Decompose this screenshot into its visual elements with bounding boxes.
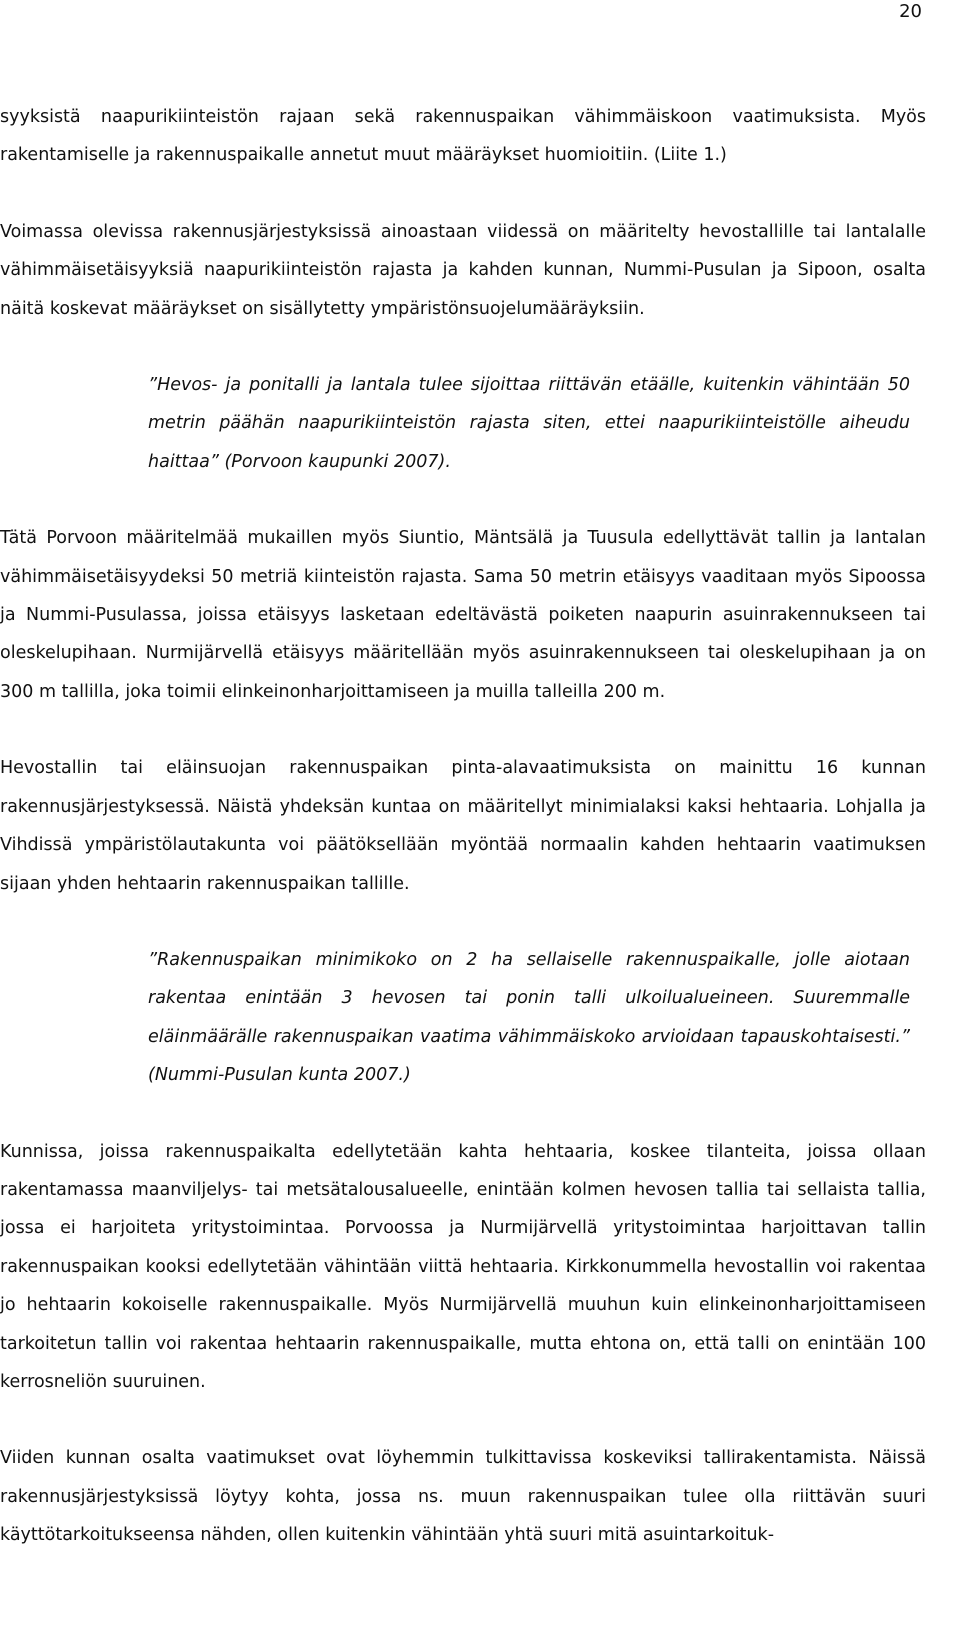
paragraph: Viiden kunnan osalta vaatimukset ovat löyhemmin tulkittavissa koskeviksi tallirakentamista. Näissä rakennusjärjestyksissä löytyy kohta, jossa ns. muun rakennuspaikan tulee olla riittävän suuri käyttötarkoitukseensa nähden, ollen kuitenkin vähintään yhtä suuri mitä asuintarkoituk- <box>0 1448 926 1546</box>
paragraph: Tätä Porvoon määritelmää mukaillen myös Siuntio, Mäntsälä ja Tuusula edellyttävät tallin ja lantalan vähimmäisetäisyydeksi 50 metriä kiinteistön rajasta. Sama 50 metrin etäisyys vaaditaan myös Sipoossa ja Nummi-Pusulassa, joissa etäisyys lasketaan edeltävästä poiketen naapurin asuinrakennukseen tai oleskelupihaan. Nurmijärvellä etäisyys määritellään myös asuinrakennukseen tai oleskelupihaan ja on 300 m tallilla, joka toimii elinkeinonharjoittamiseen ja muilla talleilla 200 m. <box>0 528 926 702</box>
paragraph: Voimassa olevissa rakennusjärjestyksissä ainoastaan viidessä on määritelty hevostallille tai lantalalle vähimmäisetäisyyksiä naapurikiinteistön rajasta ja kahden kunnan, Nummi-Pusulan ja Sipoon, osalta näitä koskevat määräykset on sisällytetty ympäristönsuojelumääräyksiin. <box>0 221 926 319</box>
block-quote: ”Rakennuspaikan minimikoko on 2 ha sellaiselle rakennuspaikalle, jolle aiotaan rakentaa enintään 3 hevosen tai ponin talli ulkoilualueineen. Suuremmalle eläinmäärälle rakennuspaikan vaatima vähimmäiskoko arvioidaan tapauskohtaisesti.” (Nummi-Pusulan kunta 2007.) <box>148 949 910 1086</box>
paragraph: syyksistä naapurikiinteistön rajaan sekä rakennuspaikan vähimmäiskoon vaatimuksista. Myös rakentamiselle ja rakennuspaikalle annetut muut määräykset huomioitiin. (Liite 1.) <box>0 107 926 166</box>
paragraph: Kunnissa, joissa rakennuspaikalta edellytetään kahta hehtaaria, koskee tilanteita, joissa ollaan rakentamassa maanviljelys- tai metsätalousalueelle, enintään kolmen hevosen tallia tai sellaista tallia, jossa ei harjoiteta yritystoimintaa. Porvoossa ja Nurmijärvellä yritystoimintaa harjoittavan tallin rakennuspaikan kooksi edellytetään vähintään viittä hehtaaria. Kirkkonummella hevostallin voi rakentaa jo hehtaarin kokoiselle rakennuspaikalle. Myös Nurmijärvellä muuhun kuin elinkeinonharjoittamiseen tarkoitetun tallin voi rakentaa hehtaarin rakennuspaikalle, mutta ehtona on, että talli on enintään 100 kerrosneliön suuruinen. <box>0 1141 926 1392</box>
paragraph: Hevostallin tai eläinsuojan rakennuspaikan pinta-alavaatimuksista on mainittu 16 kunnan rakennusjärjestyksessä. Näistä yhdeksän kuntaa on määritellyt minimialaksi kaksi hehtaaria. Lohjalla ja Vihdissä ympäristölautakunta voi päätöksellään myöntää normaalin kahden hehtaarin vaatimuksen sijaan yhden hehtaarin rakennuspaikan tallille. <box>0 758 926 894</box>
block-quote: ”Hevos- ja ponitalli ja lantala tulee sijoittaa riittävän etäälle, kuitenkin vähintään 50 metrin päähän naapurikiinteistön rajasta siten, ettei naapurikiinteistölle aiheudu haittaa” (Porvoon kaupunki 2007). <box>148 375 910 472</box>
document-body <box>0 98 926 1555</box>
page-number: 20 <box>899 1 922 22</box>
